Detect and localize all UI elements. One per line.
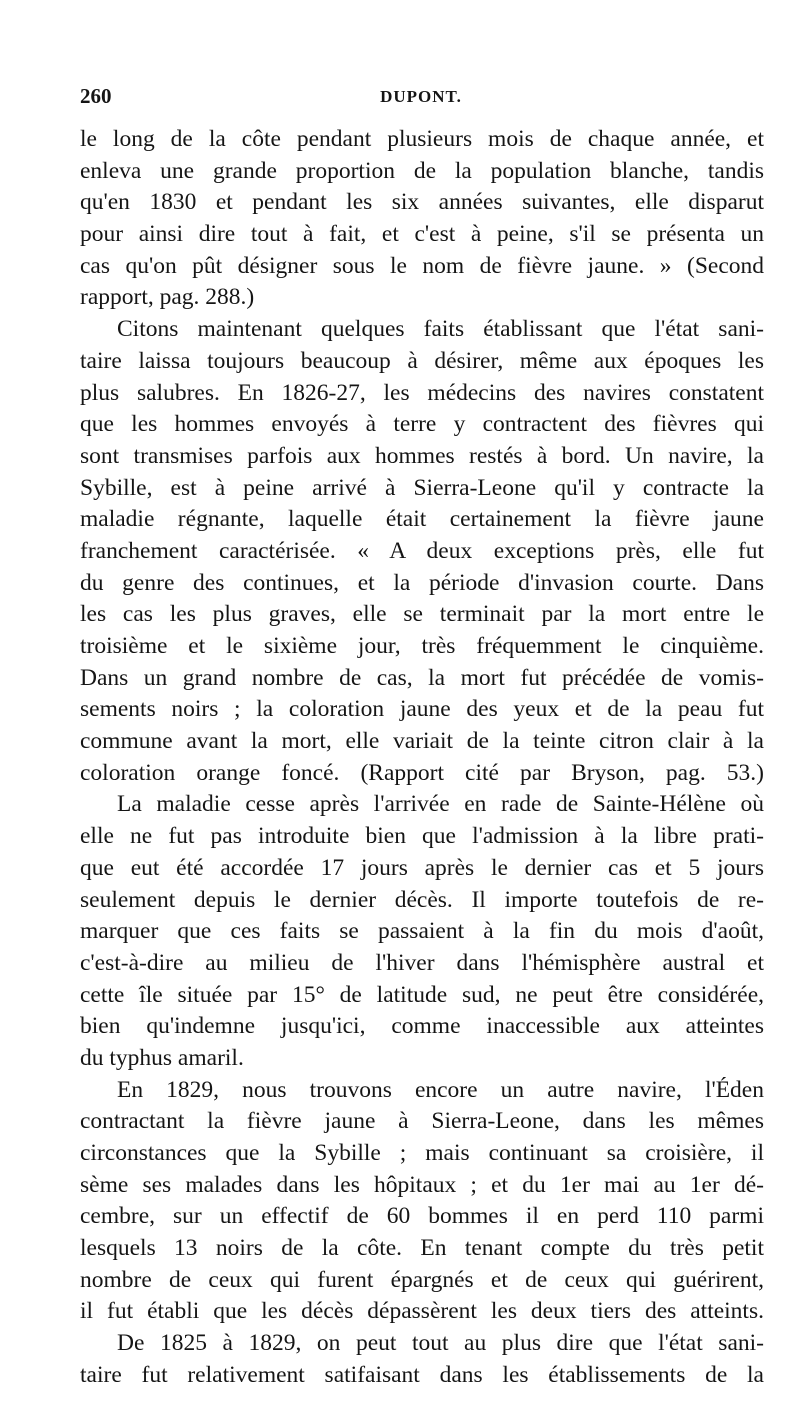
text-line: contractant la fièvre jaune à Sierra-Leone, dans les mêmes	[80, 1108, 764, 1135]
text-line: marquer que ces faits se passaient à la fin du mois d'août,	[80, 918, 764, 945]
page-header	[80, 84, 762, 114]
text-line: Sybille, est à peine arrivé à Sierra-Leone qu'il y contracte la	[80, 474, 764, 501]
text-line: cas qu'on pût désigner sous le nom de fièvre jaune. » (Second	[80, 252, 764, 279]
text-line: coloration orange foncé. (Rapport cité par Bryson, pag. 53.)	[80, 759, 764, 786]
text-line: sont transmises parfois aux hommes restés à bord. Un navire, la	[80, 442, 764, 469]
text-line: Citons maintenant quelques faits établissant que l'état sani-	[117, 316, 764, 343]
text-line: que les hommes envoyés à terre y contractent des fièvres qui	[80, 411, 764, 438]
text-line: cembre, sur un effectif de 60 bommes il en perd 110 parmi	[80, 1203, 764, 1230]
text-line: taire laissa toujours beaucoup à désirer, même aux époques les	[80, 347, 764, 374]
running-head: DUPONT.	[380, 87, 462, 106]
text-line: plus salubres. En 1826-27, les médecins des navires constatent	[80, 379, 764, 406]
text-line: En 1829, nous trouvons encore un autre navire, l'Éden	[117, 1076, 764, 1103]
text-line: taire fut relativement satifaisant dans les établissements de la	[80, 1361, 764, 1388]
text-line: elle ne fut pas introduite bien que l'admission à la libre prati-	[80, 823, 764, 850]
text-line: commune avant la mort, elle variait de la teinte citron clair à la	[80, 728, 764, 755]
text-line: du typhus amaril.	[80, 1044, 244, 1071]
text-line: maladie régnante, laquelle était certainement la fièvre jaune	[80, 506, 764, 533]
text-line: lesquels 13 noirs de la côte. En tenant compte du très petit	[80, 1235, 764, 1262]
text-line: cette île située par 15° de latitude sud, ne peut être considérée,	[80, 981, 764, 1008]
text-line: sème ses malades dans les hôpitaux ; et du 1er mai au 1er dé-	[80, 1171, 764, 1198]
text-line: pour ainsi dire tout à fait, et c'est à peine, s'il se présenta un	[80, 221, 764, 248]
text-line: La maladie cesse après l'arrivée en rade de Sainte-Hélène où	[117, 791, 764, 818]
text-line: du genre des continues, et la période d'invasion courte. Dans	[80, 569, 764, 596]
body-text	[80, 124, 764, 1392]
page-number: 260	[80, 84, 112, 108]
text-line: que eut été accordée 17 jours après le dernier cas et 5 jours	[80, 854, 764, 881]
text-line: nombre de ceux qui furent épargnés et de ceux qui guérirent,	[80, 1266, 764, 1293]
text-line: circonstances que la Sybille ; mais continuant sa croisière, il	[80, 1140, 764, 1166]
text-line: enleva une grande proportion de la population blanche, tandis	[80, 157, 764, 184]
text-line: troisième et le sixième jour, très fréquemment le cinquième.	[80, 633, 764, 659]
text-line: rapport, pag. 288.)	[80, 284, 255, 311]
text-line: seulement depuis le dernier décès. Il importe toutefois de re-	[80, 886, 764, 913]
text-line: le long de la côte pendant plusieurs mois de chaque année, et	[80, 126, 764, 152]
text-line: Dans un grand nombre de cas, la mort fut précédée de vomis-	[80, 664, 764, 691]
text-line: franchement caractérisée. « A deux exceptions près, elle fut	[80, 537, 764, 564]
text-line: qu'en 1830 et pendant les six années suivantes, elle disparut	[80, 189, 764, 216]
text-line: c'est-à-dire au milieu de l'hiver dans l'hémisphère austral et	[80, 949, 764, 976]
text-line: sements noirs ; la coloration jaune des yeux et de la peau fut	[80, 696, 764, 723]
text-line: il fut établi que les décès dépassèrent les deux tiers des atteints.	[80, 1298, 764, 1325]
text-line: bien qu'indemne jusqu'ici, comme inaccessible aux atteintes	[80, 1013, 764, 1040]
text-line: les cas les plus graves, elle se terminait par la mort entre le	[80, 601, 764, 628]
text-line: De 1825 à 1829, on peut tout au plus dire que l'état sani-	[117, 1330, 764, 1357]
